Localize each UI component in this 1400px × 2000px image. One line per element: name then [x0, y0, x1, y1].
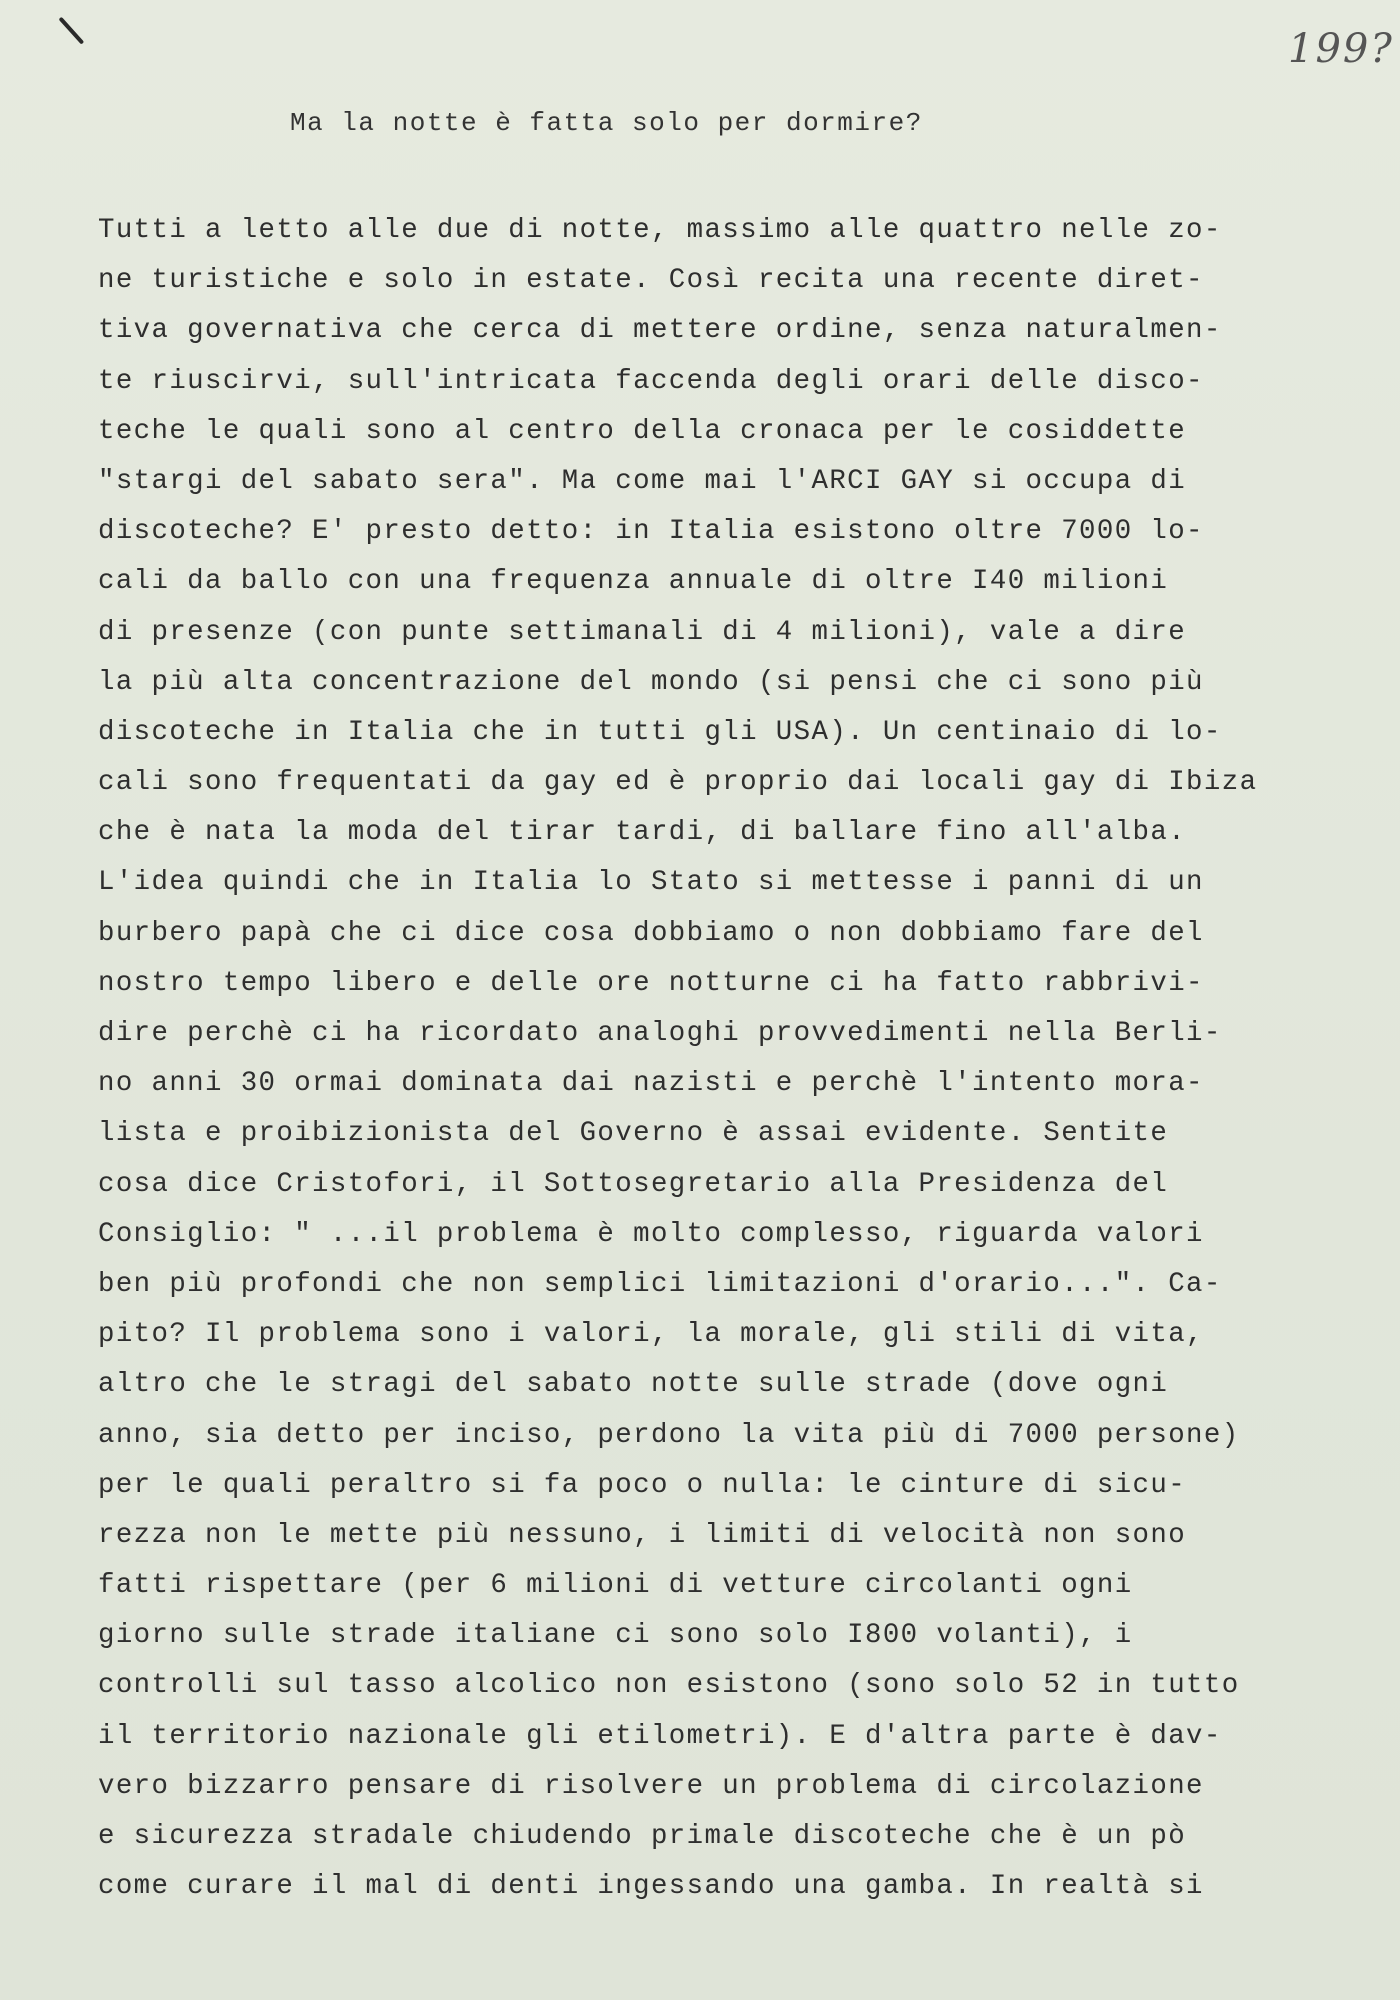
text-line: per le quali peraltro si fa poco o nulla: le cinture di sicu-	[98, 1469, 1187, 1501]
text-line: Tutti a letto alle due di notte, massimo alle quattro nelle zo-	[98, 215, 1222, 246]
text-line: che è nata la moda del tirar tardi, di ballare fino all'alba.	[98, 817, 1187, 849]
text-line: fatti rispettare (per 6 milioni di vetture circolanti ogni	[98, 1570, 1133, 1602]
text-line: teche le quali sono al centro della cronaca per le cosiddette	[98, 415, 1187, 447]
text-line: cosa dice Cristofori, il Sottosegretario alla Presidenza del	[98, 1168, 1169, 1200]
text-line: controlli sul tasso alcolico non esistono (sono solo 52 in tutto	[98, 1670, 1240, 1702]
text-line: il territorio nazionale gli etilometri). E d'altra parte è dav-	[98, 1720, 1222, 1752]
text-line: vero bizzarro pensare di risolvere un problema di circolazione	[98, 1770, 1204, 1802]
body-text	[98, 206, 1257, 1912]
text-line: tiva governativa che cerca di mettere ordine, senza naturalmen-	[98, 315, 1222, 347]
text-line: L'idea quindi che in Italia lo Stato si mettesse i panni di un	[98, 867, 1204, 899]
text-line: pito? Il problema sono i valori, la morale, gli stili di vita,	[98, 1319, 1204, 1351]
text-line: burbero papà che ci dice cosa dobbiamo o non dobbiamo fare del	[98, 917, 1204, 949]
text-line: e sicurezza stradale chiudendo primale discoteche che è un pò	[98, 1821, 1187, 1852]
text-line: di presenze (con punte settimanali di 4 milioni), vale a dire	[98, 616, 1187, 648]
text-line: discoteche? E' presto detto: in Italia esistono oltre 7000 lo-	[98, 516, 1204, 548]
text-line: rezza non le mette più nessuno, i limiti di velocità non sono	[98, 1519, 1187, 1551]
text-line: ben più profondi che non semplici limitazioni d'orario...". Ca-	[98, 1268, 1222, 1300]
text-line: cali sono frequentati da gay ed è proprio dai locali gay di Ibiza	[98, 767, 1258, 799]
text-line: discoteche in Italia che in tutti gli USA). Un centinaio di lo-	[98, 716, 1222, 748]
text-line: nostro tempo libero e delle ore notturne ci ha fatto rabbrivi-	[98, 967, 1204, 999]
text-line: Consiglio: " ...il problema è molto complesso, riguarda valori	[98, 1218, 1204, 1250]
text-line: cali da ballo con una frequenza annuale di oltre I40 milioni	[98, 566, 1169, 598]
text-line: "stargi del sabato sera". Ma come mai l'ARCI GAY si occupa di	[98, 465, 1187, 497]
text-line: ne turistiche e solo in estate. Così recita una recente diret-	[98, 265, 1204, 297]
text-line: altro che le stragi del sabato notte sulle strade (dove ogni	[98, 1369, 1169, 1401]
pen-tick-mark	[59, 17, 85, 45]
page-number: 199?	[1288, 26, 1394, 72]
document-title: Ma la notte è fatta solo per dormire?	[290, 108, 923, 138]
text-line: lista e proibizionista del Governo è assai evidente. Sentite	[98, 1118, 1169, 1150]
text-line: no anni 30 ormai dominata dai nazisti e perchè l'intento mora-	[98, 1068, 1204, 1100]
text-line: te riuscirvi, sull'intricata faccenda degli orari delle disco-	[98, 365, 1204, 397]
text-line: anno, sia detto per inciso, perdono la vita più di 7000 persone)	[98, 1419, 1240, 1451]
text-line: dire perchè ci ha ricordato analoghi provvedimenti nella Berli-	[98, 1018, 1222, 1049]
text-line: la più alta concentrazione del mondo (si pensi che ci sono più	[98, 666, 1204, 698]
text-line: giorno sulle strade italiane ci sono solo I800 volanti), i	[98, 1620, 1133, 1652]
text-line: come curare il mal di denti ingessando una gamba. In realtà si	[98, 1871, 1204, 1903]
